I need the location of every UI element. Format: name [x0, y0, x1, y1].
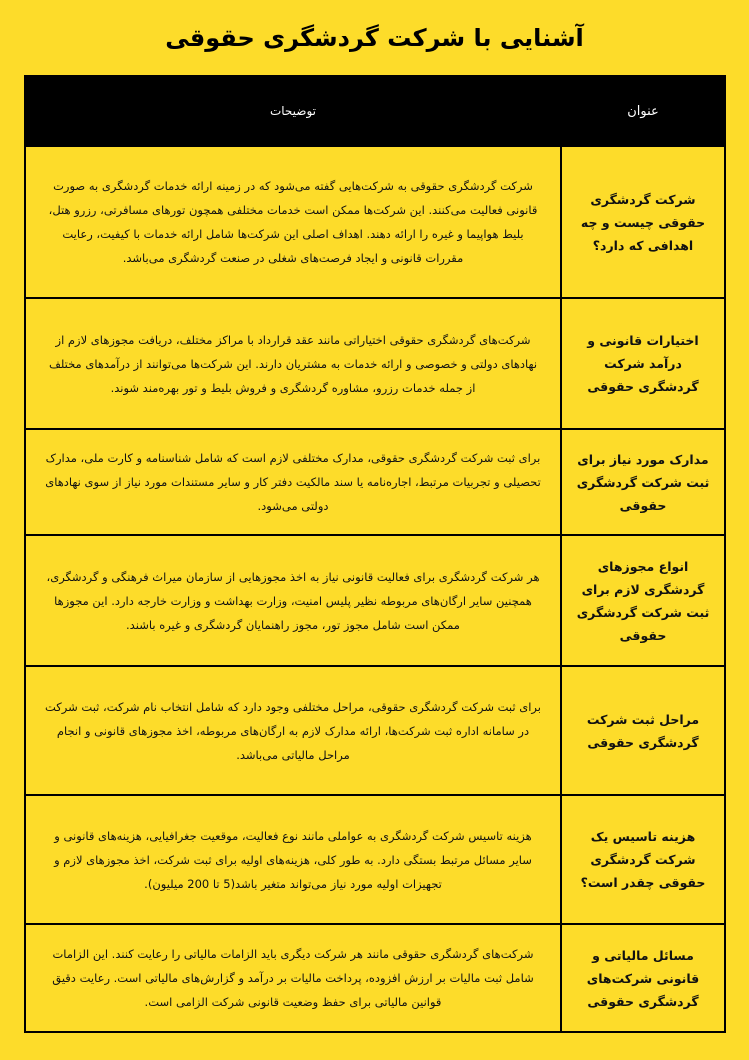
info-table	[24, 75, 726, 1033]
table-row	[25, 298, 725, 429]
row-description: هر شرکت گردشگری برای فعالیت قانونی نیاز به اخذ مجوزهایی از سازمان میراث فرهنگی و گردشگری، همچنین سایر ارگان‌های مربوطه نظیر پلیس امنیت، وزارت بهداشت و وزارت خارجه دارد. این مجوزها ممکن است شامل مجوز تور، مجوز راهنمایان گردشگری و غیره باشند.	[25, 535, 561, 666]
table-row	[25, 924, 725, 1032]
column-header-title: عنوان	[561, 76, 725, 146]
row-description: هزینه تاسیس شرکت گردشگری به عواملی مانند نوع فعالیت، موقعیت جغرافیایی، هزینه‌های قانونی و سایر مسائل مرتبط بستگی دارد. به طور کلی، هزینه‌های اولیه برای ثبت شرکت، اخذ مجوزهای لازم و تجهیزات اولیه مورد نیاز می‌تواند متغیر باشد(5 تا 200 میلیون).	[25, 795, 561, 924]
row-description: شرکت‌های گردشگری حقوقی مانند هر شرکت دیگری باید الزامات مالیاتی را رعایت کنند. این الزامات شامل ثبت مالیات بر ارزش افزوده، پرداخت مالیات بر درآمد و گزارش‌های مالیاتی است. رعایت دقیق قوانین مالیاتی برای حفظ وضعیت قانونی شرکت الزامی است.	[25, 924, 561, 1032]
table-header-row	[25, 76, 725, 146]
row-title: مسائل مالیاتی و قانونی شرکت‌های گردشگری حقوقی	[561, 924, 725, 1032]
row-title: هزینه تاسیس یک شرکت گردشگری حقوقی چقدر است؟	[561, 795, 725, 924]
table-row	[25, 666, 725, 795]
row-description: شرکت‌های گردشگری حقوقی اختیاراتی مانند عقد قرارداد با مراکز مختلف، دریافت مجوزهای لازم از نهادهای دولتی و خصوصی و ارائه خدمات به مشتریان دارند. این شرکت‌ها می‌توانند از درآمدهای مختلف از جمله خدمات رزرو، مشاوره گردشگری و فروش بلیط و تور بهره‌مند شوند.	[25, 298, 561, 429]
row-description: برای ثبت شرکت گردشگری حقوقی، مدارک مختلفی لازم است که شامل شناسنامه و کارت ملی، مدارک تحصیلی و تجربیات مرتبط، اجاره‌نامه یا سند مالکیت دفتر کار و سایر مستندات مورد نیاز از سوی نهادهای دولتی می‌شود.	[25, 429, 561, 535]
table-row	[25, 535, 725, 666]
row-title: مدارک مورد نیاز برای ثبت شرکت گردشگری حقوقی	[561, 429, 725, 535]
page-title: آشنایی با شرکت گردشگری حقوقی	[165, 24, 584, 52]
row-description: شرکت گردشگری حقوقی به شرکت‌هایی گفته می‌شود که در زمینه ارائه خدمات گردشگری به صورت قانونی فعالیت می‌کنند. این شرکت‌ها ممکن است خدمات مختلفی همچون تورهای مسافرتی، رزرو هتل، بلیط هواپیما و غیره را ارائه دهند. اهداف اصلی این شرکت‌ها شامل ارائه خدمات با کیفیت، رعایت مقررات قانونی و ایجاد فرصت‌های شغلی در صنعت گردشگری می‌باشد.	[25, 146, 561, 298]
row-title: مراحل ثبت شرکت گردشگری حقوقی	[561, 666, 725, 795]
column-header-description: توضیحات	[25, 76, 561, 146]
table-row	[25, 429, 725, 535]
row-title: انواع مجوزهای گردشگری لازم برای ثبت شرکت گردشگری حقوقی	[561, 535, 725, 666]
table-row	[25, 146, 725, 298]
row-description: برای ثبت شرکت گردشگری حقوقی، مراحل مختلفی وجود دارد که شامل انتخاب نام شرکت، ثبت شرکت در سامانه اداره ثبت شرکت‌ها، ارائه مدارک لازم به ارگان‌های مربوطه، اخذ مجوزهای قانونی و انجام مراحل مالیاتی می‌باشد.	[25, 666, 561, 795]
table-row	[25, 795, 725, 924]
row-title: اختیارات قانونی و درآمد شرکت گردشگری حقوقی	[561, 298, 725, 429]
row-title: شرکت گردشگری حقوقی چیست و چه اهدافی که دارد؟	[561, 146, 725, 298]
